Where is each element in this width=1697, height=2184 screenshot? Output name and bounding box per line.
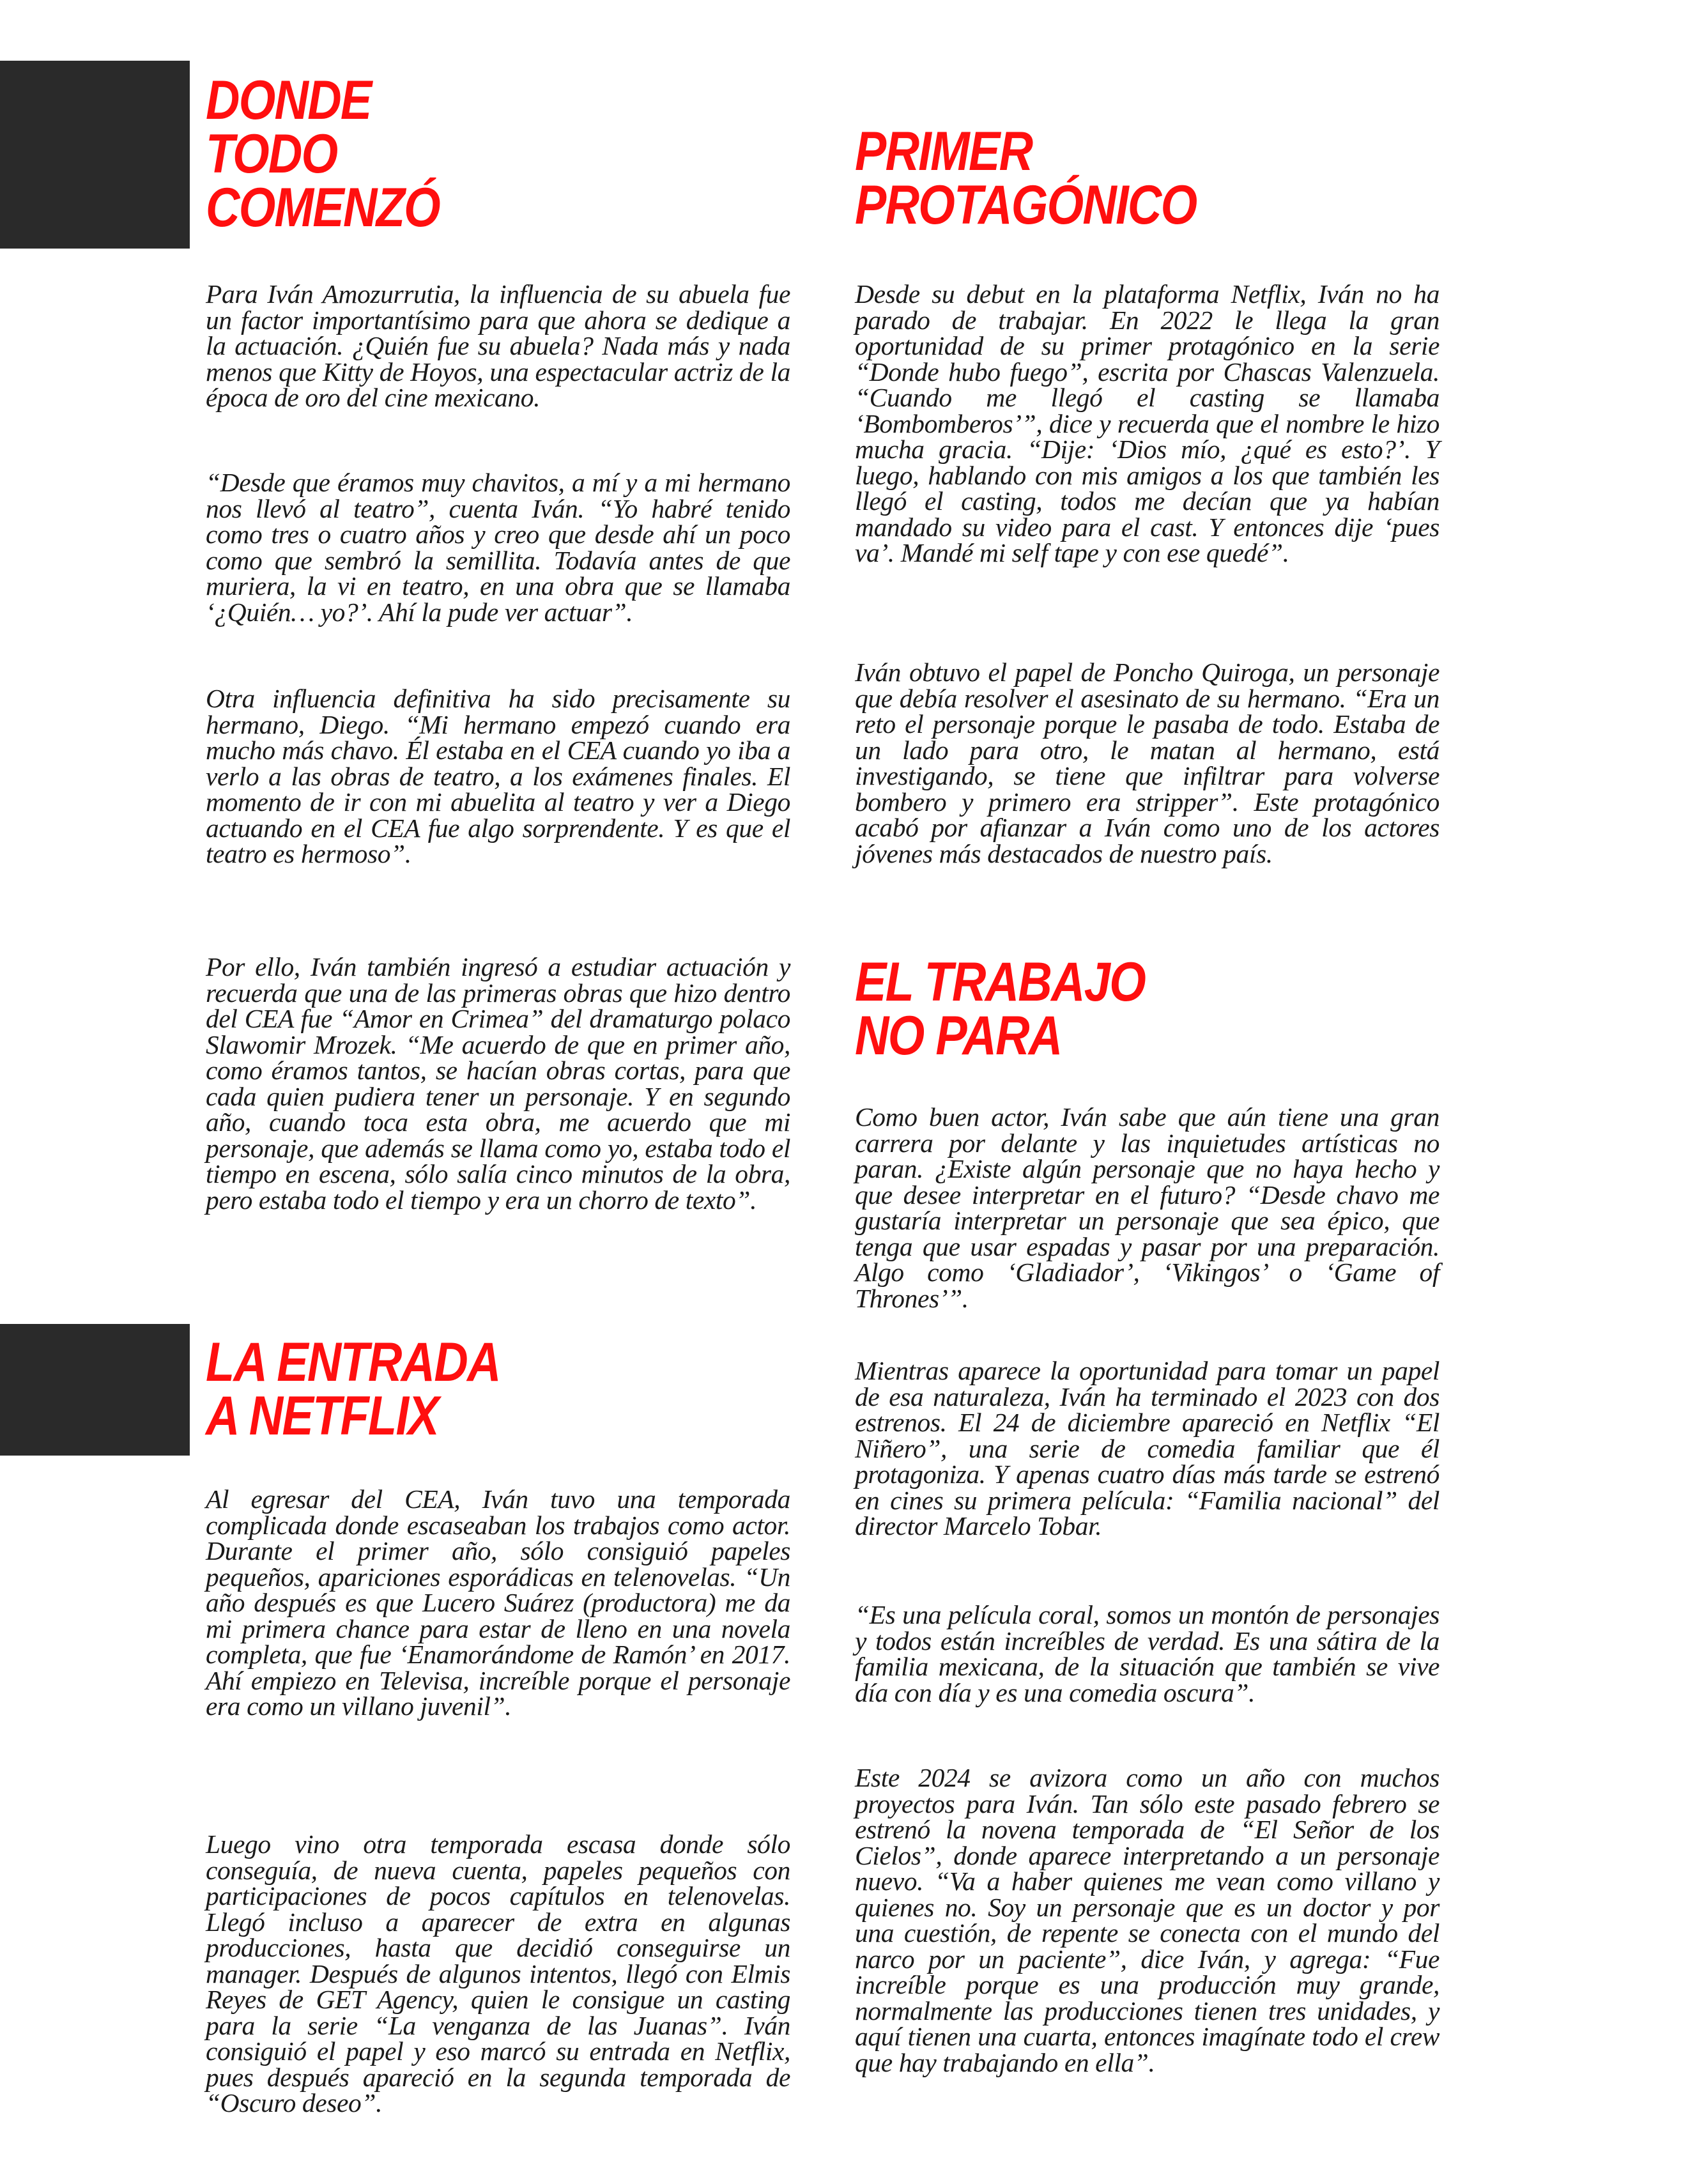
paragraph: Desde su debut en la plataforma Netflix, Iván no ha parado de trabajar. En 2022 le llega la gran oportunidad de su primer protagónico en la serie “Donde hubo fuego”, escrita por Chascas Valenzuela. “Cuando me llegó el casting se llamaba ‘Bombomberos’”, dice y recuerda que el nombre le hizo mucha gracia. “Dije: ‘Dios mío, ¿qué es esto?’. Y luego, hablando con mis amigos a los que también les llegó el casting, todos me decían que ya habían mandado su video para el cast. Y entonces dije ‘pues va’. Mandé mi self tape y con ese quedé”. xyxy=(855,279,1440,567)
paragraph: Este 2024 se avizora como un año con muchos proyectos para Iván. Tan sólo este pasado febrero se estrenó la novena temporada de “El Señor de los Cielos”, donde aparece interpretando a un personaje nuevo. “Va a haber quienes me vean como villano y quienes no. Soy un personaje que es un doctor y por una cuestión, de repente se conecta con el mundo del narco por un paciente”, dice Iván, y agrega: “Fue increíble porque es una producción muy grande, normalmente las producciones tienen tres unidades, y aquí tienen una cuarta, entonces imagínate todo el crew que hay trabajando en ella”. xyxy=(855,1763,1440,2077)
paragraph: Iván obtuvo el papel de Poncho Quiroga, un personaje que debía resolver el asesinato de su hermano. “Era un reto el personaje porque le pasaba de todo. Estaba de un lado para otro, le matan al hermano, está investigando, se tiene que infiltrar para volverse bombero y primero era stripper”. Este protagónico acabó por afianzar a Iván como uno de los actores jóvenes más destacados de nuestro país. xyxy=(855,658,1440,868)
paragraph: Luego vino otra temporada escasa donde sólo conseguía, de nueva cuenta, papeles pequeños con participaciones de pocos capítulos en telenovelas. Llegó incluso a aparecer de extra en algunas producciones, hasta que decidió conseguirse un manager. Después de algunos intentos, llegó con Elmis Reyes de GET Agency, quien le consigue un casting para la serie “La venganza de las Juanas”. Iván consiguió el papel y eso marcó su entrada en Netflix, pues después apareció en la segunda temporada de “Oscuro deseo”. xyxy=(206,1829,790,2118)
paragraph: Otra influencia definitiva ha sido precisamente su hermano, Diego. “Mi hermano empezó cuando era mucho más chavo. Él estaba en el CEA cuando yo iba a verlo a las obras de teatro, a los exámenes finales. El momento de ir con mi abuelita al teatro y ver a Diego actuando en el CEA fue algo sorprendente. Y es que el teatro es hermoso”. xyxy=(206,684,790,868)
paragraph: Mientras aparece la oportunidad para tomar un papel de esa naturaleza, Iván ha terminado el 2023 con dos estrenos. El 24 de diciembre apareció en Netflix “El Niñero”, una serie de comedia familiar que él protagoniza. Y apenas cuatro días más tarde se estrenó en cines su primera película: “Familia nacional” del director Marcelo Tobar. xyxy=(855,1356,1440,1541)
paragraph: Por ello, Iván también ingresó a estudiar actuación y recuerda que una de las primeras obras que hizo dentro del CEA fue “Amor en Crimea” del dramaturgo polaco Slawomir Mrozek. “Me acuerdo de que en primer año, como éramos tantos, se hacían obras cortas, para que cada quien pudiera tener un personaje. Y en segundo año, cuando toca esta obra, me acuerdo que mi personaje, que además se llama como yo, estaba todo el tiempo en escena, sólo salía cinco minutos de la obra, pero estaba todo el tiempo y era un chorro de texto”. xyxy=(206,952,790,1215)
paragraph: Al egresar del CEA, Iván tuvo una temporada complicada donde escaseaban los trabajos como actor. Durante el primer año, sólo consiguió papeles pequeños, apariciones esporádicas en telenovelas. “Un año después es que Lucero Suárez (productora) me da mi primera chance para estar de lleno en una novela completa, que fue ‘Enamorándome de Ramón’ en 2017. Ahí empiezo en Televisa, increíble porque el personaje era como un villano juvenil”. xyxy=(206,1484,790,1721)
section-heading-donde-todo-comenzo: DONDE TODO COMENZÓ xyxy=(206,70,440,238)
section-marker-block xyxy=(0,1324,190,1456)
section-heading-el-trabajo-no-para: EL TRABAJO NO PARA xyxy=(855,951,1146,1066)
paragraph: “Desde que éramos muy chavitos, a mí y a mi hermano nos llevó al teatro”, cuenta Iván. “Yo habré tenido como tres o cuatro años y creo que desde ahí un poco como que sembró la semillita. Todavía antes de que muriera, la vi en teatro, en una obra que se llamaba ‘¿Quién… yo?’. Ahí la pude ver actuar”. xyxy=(206,468,790,627)
section-heading-la-entrada-a-netflix: LA ENTRADA A NETFLIX xyxy=(206,1332,500,1447)
section-heading-primer-protagonico: PRIMER PROTAGÓNICO xyxy=(855,121,1197,236)
paragraph: “Es una película coral, somos un montón de personajes y todos están increíbles de verdad. Es una sátira de la familia mexicana, de la situación que también se vive día con día y es una comedia oscura”. xyxy=(855,1600,1440,1707)
paragraph: Como buen actor, Iván sabe que aún tiene una gran carrera por delante y las inquietudes artísticas no paran. ¿Existe algún personaje que no haya hecho y que desee interpretar en el futuro? “Desde chavo me gustaría interpretar un personaje que sea épico, que tenga que usar espadas y pasar por una preparación. Algo como ‘Gladiador’, ‘Vikingos’ o ‘Game of Thrones’”. xyxy=(855,1102,1440,1313)
section-marker-block xyxy=(0,61,190,249)
paragraph: Para Iván Amozurrutia, la influencia de su abuela fue un factor importantísimo para que ahora se dedique a la actuación. ¿Quién fue su abuela? Nada más y nada menos que Kitty de Hoyos, una espectacular actriz de la época de oro del cine mexicano. xyxy=(206,279,790,412)
